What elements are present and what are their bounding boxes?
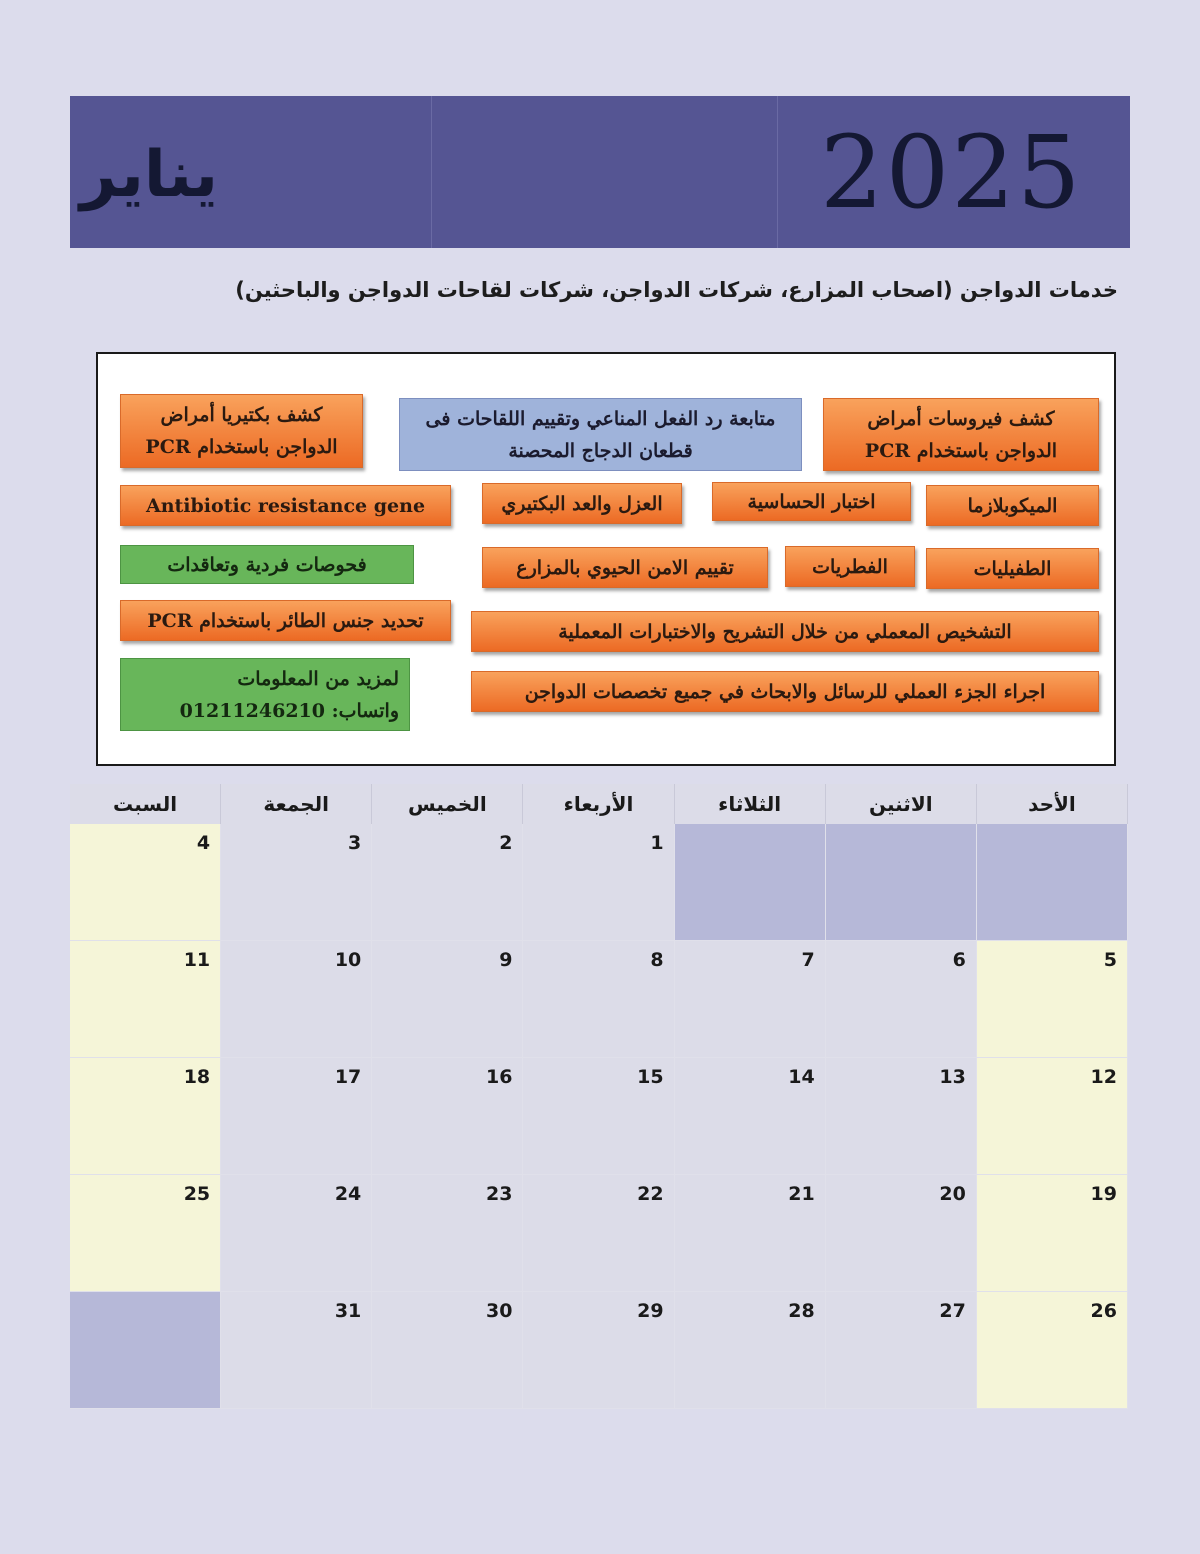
service-label: التشخيص المعملي من خلال التشريح والاختبارات المعملية bbox=[558, 620, 1012, 643]
service-parasites bbox=[926, 548, 1099, 589]
service-label: الفطريات bbox=[812, 555, 888, 578]
calendar-day-cell bbox=[675, 941, 826, 1058]
weekday-header: السبت bbox=[70, 784, 221, 824]
day-number: 23 bbox=[485, 1183, 513, 1205]
calendar-day-cell bbox=[372, 1292, 523, 1409]
day-number: 19 bbox=[1090, 1183, 1117, 1205]
calendar-day-cell bbox=[372, 1058, 523, 1175]
weekday-header: الاثنين bbox=[826, 784, 977, 824]
calendar-empty-cell bbox=[675, 824, 826, 941]
day-number: 27 bbox=[939, 1300, 966, 1322]
calendar-day-cell bbox=[221, 941, 372, 1058]
weekday-header: الثلاثاء bbox=[675, 784, 826, 824]
service-label: كشف فيروسات أمراض الدواجن باستخدام PCR bbox=[864, 407, 1058, 462]
calendar-day-cell bbox=[70, 824, 221, 941]
calendar-empty-cell bbox=[70, 1292, 221, 1409]
calendar-day-cell bbox=[977, 1292, 1128, 1409]
calendar-day-cell bbox=[826, 1292, 977, 1409]
day-number: 22 bbox=[637, 1183, 664, 1205]
service-bacteria-pcr bbox=[120, 394, 363, 468]
calendar-day-cell bbox=[70, 1175, 221, 1292]
day-number: 14 bbox=[788, 1066, 815, 1088]
month-title: يناير bbox=[80, 138, 219, 212]
weekday-header: الجمعة bbox=[221, 784, 372, 824]
calendar-day-cell bbox=[221, 824, 372, 941]
service-label: اختبار الحساسية bbox=[747, 490, 876, 513]
weekday-header: الأربعاء bbox=[523, 784, 674, 824]
day-number: 8 bbox=[650, 949, 664, 971]
day-number: 31 bbox=[334, 1300, 362, 1322]
day-number: 15 bbox=[637, 1066, 664, 1088]
day-number: 17 bbox=[334, 1066, 362, 1088]
day-number: 13 bbox=[939, 1066, 966, 1088]
day-number: 11 bbox=[183, 949, 211, 971]
day-number: 30 bbox=[485, 1300, 513, 1322]
service-sexing-pcr bbox=[120, 600, 451, 641]
service-sensitivity-test bbox=[712, 482, 911, 521]
calendar-empty-cell bbox=[826, 824, 977, 941]
day-number: 28 bbox=[788, 1300, 815, 1322]
day-number: 21 bbox=[788, 1183, 815, 1205]
day-number: 10 bbox=[334, 949, 362, 971]
calendar-day-cell bbox=[70, 1058, 221, 1175]
weekday-header: الخميس bbox=[372, 784, 523, 824]
calendar-day-cell bbox=[675, 1175, 826, 1292]
service-label: الميكوبلازما bbox=[967, 494, 1058, 517]
day-number: 2 bbox=[499, 832, 513, 854]
service-label: متابعة رد الفعل المناعي وتقييم اللقاحات فى قطعان الدجاج المحصنة bbox=[425, 407, 776, 462]
calendar-day-cell bbox=[675, 1058, 826, 1175]
day-number: 26 bbox=[1090, 1300, 1117, 1322]
calendar-day-cell bbox=[523, 824, 674, 941]
service-isolation-count bbox=[482, 483, 682, 524]
service-label: Antibiotic resistance gene bbox=[145, 494, 426, 517]
service-label: كشف بكتيريا أمراض الدواجن باستخدام PCR bbox=[145, 404, 338, 458]
calendar-day-cell bbox=[372, 824, 523, 941]
day-number: 4 bbox=[196, 832, 211, 854]
calendar-day-cell bbox=[977, 941, 1128, 1058]
contact-box bbox=[120, 658, 410, 731]
calendar-day-cell bbox=[523, 1292, 674, 1409]
whatsapp-number: واتساب: 01211246210 bbox=[179, 699, 399, 722]
day-number: 7 bbox=[801, 949, 815, 971]
service-fungi bbox=[785, 546, 915, 587]
service-label: تحديد جنس الطائر باستخدام PCR bbox=[147, 609, 424, 632]
day-number: 25 bbox=[183, 1183, 211, 1205]
calendar-day-cell bbox=[826, 1058, 977, 1175]
calendar-day-cell bbox=[70, 941, 221, 1058]
calendar-empty-cell bbox=[977, 824, 1128, 941]
service-label: اجراء الجزء العملي للرسائل والابحاث في جميع تخصصات الدواجن bbox=[524, 680, 1046, 703]
service-virus-pcr bbox=[823, 398, 1099, 471]
service-antibiotic-gene bbox=[120, 485, 451, 526]
day-number: 12 bbox=[1090, 1066, 1117, 1088]
service-mycoplasma bbox=[926, 485, 1099, 526]
calendar-day-cell bbox=[523, 1058, 674, 1175]
service-label: الطفيليات bbox=[973, 557, 1052, 580]
contact-info-label: لمزيد من المعلومات bbox=[237, 667, 399, 690]
services-subtitle: خدمات الدواجن (اصحاب المزارع، شركات الدواجن، شركات لقاحات الدواجن والباحثين) bbox=[235, 278, 1118, 302]
calendar-day-cell bbox=[675, 1292, 826, 1409]
day-number: 24 bbox=[334, 1183, 362, 1205]
day-number: 29 bbox=[637, 1300, 664, 1322]
calendar-day-cell bbox=[826, 941, 977, 1058]
calendar-day-cell bbox=[372, 1175, 523, 1292]
banner-divider bbox=[431, 96, 432, 248]
service-label: تقييم الامن الحيوي بالمزارع bbox=[516, 556, 734, 579]
banner-divider bbox=[777, 96, 778, 248]
service-immune-response bbox=[399, 398, 802, 471]
service-individual-tests bbox=[120, 545, 414, 584]
service-lab-diagnosis bbox=[471, 611, 1099, 652]
day-number: 1 bbox=[650, 832, 664, 854]
day-number: 16 bbox=[485, 1066, 513, 1088]
calendar-day-cell bbox=[221, 1292, 372, 1409]
calendar-day-cell bbox=[977, 1175, 1128, 1292]
calendar-day-cell bbox=[826, 1175, 977, 1292]
service-label: العزل والعد البكتيري bbox=[501, 492, 663, 515]
calendar-day-cell bbox=[221, 1058, 372, 1175]
calendar-day-cell bbox=[977, 1058, 1128, 1175]
day-number: 5 bbox=[1103, 949, 1117, 971]
weekday-header: الأحد bbox=[977, 784, 1128, 824]
contact-text bbox=[180, 663, 399, 727]
calendar-day-cell bbox=[523, 941, 674, 1058]
calendar-day-cell bbox=[372, 941, 523, 1058]
calendar-day-cell bbox=[221, 1175, 372, 1292]
day-number: 9 bbox=[499, 949, 513, 971]
year-title: 2025 bbox=[820, 114, 1083, 231]
calendar-day-cell bbox=[523, 1175, 674, 1292]
day-number: 18 bbox=[183, 1066, 211, 1088]
day-number: 6 bbox=[952, 949, 966, 971]
service-biosecurity bbox=[482, 547, 768, 588]
service-research bbox=[471, 671, 1099, 712]
day-number: 20 bbox=[939, 1183, 966, 1205]
service-label: فحوصات فردية وتعاقدات bbox=[167, 553, 367, 576]
day-number: 3 bbox=[348, 832, 362, 854]
